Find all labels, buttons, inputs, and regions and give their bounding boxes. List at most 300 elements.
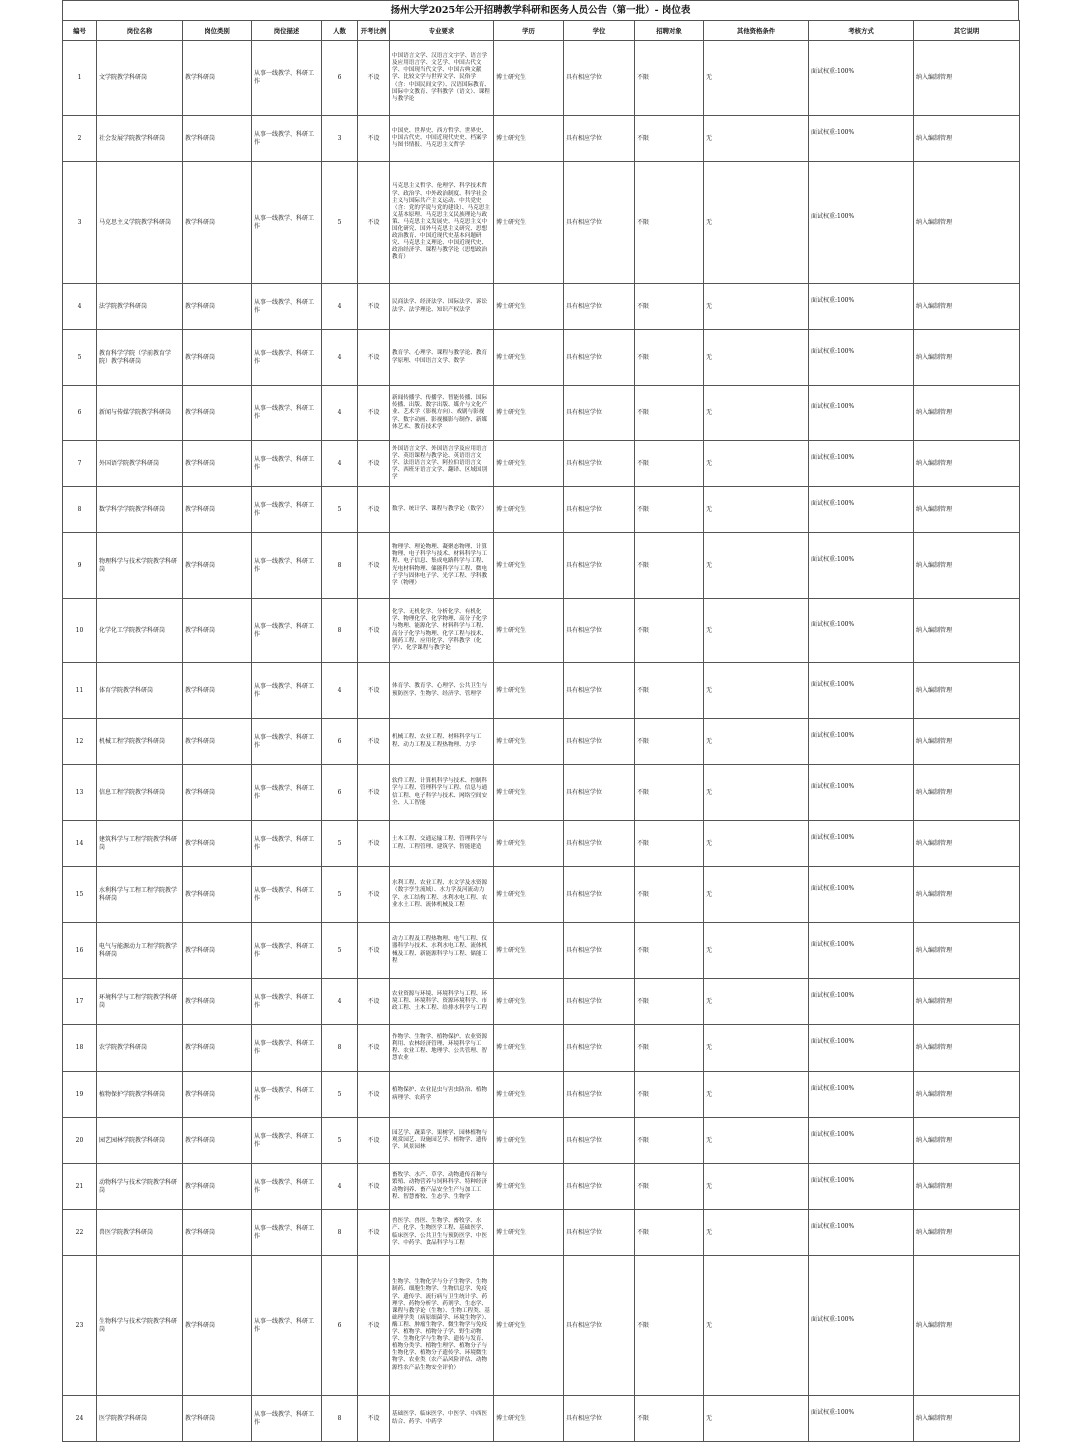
cell-category: 教学科研岗 xyxy=(183,1396,252,1442)
cell-degree: 具有相应学位 xyxy=(564,719,635,765)
cell-category: 教学科研岗 xyxy=(183,1210,252,1256)
cell-desc: 从事一线教学、科研工作 xyxy=(252,821,322,867)
cell-category: 教学科研岗 xyxy=(183,765,252,821)
cell-name: 兽医学院教学科研岗 xyxy=(97,1210,183,1256)
cell-edu: 博士研究生 xyxy=(494,284,564,330)
cell-count: 8 xyxy=(322,599,358,663)
cell-major: 机械工程、农业工程、材料科学与工程、动力工程及工程热物理、力学 xyxy=(390,719,494,765)
cell-category: 教学科研岗 xyxy=(183,386,252,441)
cell-ratio: 不设 xyxy=(358,663,390,719)
cell-ratio: 不设 xyxy=(358,41,390,116)
cell-exam xyxy=(809,1210,914,1256)
cell-ratio: 不设 xyxy=(358,441,390,487)
cell-major: 农业资源与环境、环境科学与工程、环境工程、环境科学、资源环境科学、市政工程、土木工程、给排水科学与工程 xyxy=(390,979,494,1025)
cell-count: 5 xyxy=(322,867,358,923)
cell-major: 土木工程、交通运输工程、管理科学与工程、工程管理、建筑学、智能建造 xyxy=(390,821,494,867)
cell-note: 纳入编制管理 xyxy=(914,1396,1020,1442)
cell-exam-text: 面试权重:100% xyxy=(811,884,855,892)
cell-ratio: 不设 xyxy=(358,330,390,386)
cell-exam xyxy=(809,1396,914,1442)
cell-major: 中国史、世界史、西方哲学、世界史、中国古代史、中国近现代史史、档案学与图书情报、马克思主义哲学 xyxy=(390,116,494,162)
cell-category: 教学科研岗 xyxy=(183,599,252,663)
cell-ratio: 不设 xyxy=(358,116,390,162)
cell-category: 教学科研岗 xyxy=(183,162,252,284)
table-row xyxy=(63,663,1020,719)
cell-edu: 博士研究生 xyxy=(494,1164,564,1210)
cell-note: 纳入编制管理 xyxy=(914,1072,1020,1118)
table-row xyxy=(63,1396,1020,1442)
table-row xyxy=(63,1072,1020,1118)
cell-major: 马克思主义哲学、伦理学、科学技术哲学、政治学、中外政治制度、科学社会主义与国际共产主义运动、中共党史（含：党的学说与党的建设）、马克思主义基本原理、马克思主义民族理论与政策、马克思主义发展史、马克思主义中国化研究、国外马克思主义研究、思想政治教育、中国近现代史基本问题研究、马克思主义理论、中国近现代史、政治经济学、课程与教学论（思想政治教育） xyxy=(390,162,494,284)
cell-major: 新闻传播学、传播学、智能传播、国际传播、出版、数字出版、媒介与文化产业、艺术学（影视方向）、戏剧与影视学、数字动画、影视摄影与制作、新媒体艺术、教育技术学 xyxy=(390,386,494,441)
cell-ratio: 不设 xyxy=(358,719,390,765)
header-exam: 考核方式 xyxy=(809,21,914,41)
cell-count: 6 xyxy=(322,41,358,116)
header-category: 岗位类别 xyxy=(183,21,252,41)
cell-note: 纳入编制管理 xyxy=(914,41,1020,116)
cell-target: 不限 xyxy=(635,487,704,533)
cell-category: 教学科研岗 xyxy=(183,116,252,162)
cell-other: 无 xyxy=(704,116,809,162)
cell-category: 教学科研岗 xyxy=(183,867,252,923)
cell-other: 无 xyxy=(704,979,809,1025)
cell-category: 教学科研岗 xyxy=(183,1164,252,1210)
cell-count: 5 xyxy=(322,162,358,284)
cell-desc: 从事一线教学、科研工作 xyxy=(252,1210,322,1256)
cell-count: 5 xyxy=(322,821,358,867)
cell-other: 无 xyxy=(704,386,809,441)
cell-exam-text: 面试权重:100% xyxy=(811,1315,855,1323)
cell-edu: 博士研究生 xyxy=(494,116,564,162)
cell-desc: 从事一线教学、科研工作 xyxy=(252,599,322,663)
cell-degree: 具有相应学位 xyxy=(564,1256,635,1396)
recruitment-table-sheet xyxy=(62,0,1019,1442)
cell-count: 8 xyxy=(322,1396,358,1442)
cell-other: 无 xyxy=(704,162,809,284)
cell-target: 不限 xyxy=(635,1210,704,1256)
cell-ratio: 不设 xyxy=(358,821,390,867)
header-note: 其它说明 xyxy=(914,21,1020,41)
table-row xyxy=(63,1118,1020,1164)
cell-exam xyxy=(809,1118,914,1164)
cell-target: 不限 xyxy=(635,41,704,116)
cell-degree: 具有相应学位 xyxy=(564,533,635,599)
cell-exam-text: 面试权重:100% xyxy=(811,347,855,355)
cell-desc: 从事一线教学、科研工作 xyxy=(252,1396,322,1442)
cell-edu: 博士研究生 xyxy=(494,330,564,386)
cell-no: 20 xyxy=(63,1118,97,1164)
positions-table xyxy=(62,20,1020,1442)
header-count: 人数 xyxy=(322,21,358,41)
cell-desc: 从事一线教学、科研工作 xyxy=(252,663,322,719)
table-body xyxy=(63,41,1020,1442)
cell-target: 不限 xyxy=(635,441,704,487)
cell-other: 无 xyxy=(704,867,809,923)
cell-exam-text: 面试权重:100% xyxy=(811,296,855,304)
cell-name: 环境科学与工程学院教学科研岗 xyxy=(97,979,183,1025)
cell-category: 教学科研岗 xyxy=(183,284,252,330)
table-row xyxy=(63,162,1020,284)
cell-exam xyxy=(809,116,914,162)
cell-degree: 具有相应学位 xyxy=(564,1118,635,1164)
cell-no: 5 xyxy=(63,330,97,386)
cell-desc: 从事一线教学、科研工作 xyxy=(252,386,322,441)
cell-target: 不限 xyxy=(635,1256,704,1396)
cell-no: 4 xyxy=(63,284,97,330)
cell-target: 不限 xyxy=(635,1072,704,1118)
cell-count: 4 xyxy=(322,330,358,386)
cell-major: 教育学、心理学、课程与教学论、教育学原理、中国语言文学、数学 xyxy=(390,330,494,386)
cell-note: 纳入编制管理 xyxy=(914,765,1020,821)
cell-degree: 具有相应学位 xyxy=(564,330,635,386)
cell-edu: 博士研究生 xyxy=(494,663,564,719)
cell-no: 14 xyxy=(63,821,97,867)
header-desc: 岗位描述 xyxy=(252,21,322,41)
cell-target: 不限 xyxy=(635,663,704,719)
cell-exam-text: 面试权重:100% xyxy=(811,555,855,563)
cell-note: 纳入编制管理 xyxy=(914,284,1020,330)
table-row xyxy=(63,533,1020,599)
cell-desc: 从事一线教学、科研工作 xyxy=(252,1164,322,1210)
cell-note: 纳入编制管理 xyxy=(914,719,1020,765)
cell-no: 21 xyxy=(63,1164,97,1210)
cell-no: 17 xyxy=(63,979,97,1025)
cell-target: 不限 xyxy=(635,1025,704,1072)
cell-target: 不限 xyxy=(635,979,704,1025)
header-other: 其他资格条件 xyxy=(704,21,809,41)
cell-count: 5 xyxy=(322,487,358,533)
cell-note: 纳入编制管理 xyxy=(914,441,1020,487)
cell-exam xyxy=(809,599,914,663)
cell-degree: 具有相应学位 xyxy=(564,821,635,867)
cell-major: 兽医学、兽医、生物学、畜牧学、水产、化学、生物医学工程、基础医学、临床医学、公共卫生与预防医学、中医学、中药学、食品科学与工程 xyxy=(390,1210,494,1256)
cell-desc: 从事一线教学、科研工作 xyxy=(252,719,322,765)
cell-edu: 博士研究生 xyxy=(494,1396,564,1442)
cell-desc: 从事一线教学、科研工作 xyxy=(252,1256,322,1396)
cell-exam xyxy=(809,533,914,599)
cell-exam-text: 面试权重:100% xyxy=(811,833,855,841)
cell-name: 物理科学与技术学院教学科研岗 xyxy=(97,533,183,599)
cell-other: 无 xyxy=(704,330,809,386)
cell-note: 纳入编制管理 xyxy=(914,162,1020,284)
table-row xyxy=(63,1256,1020,1396)
cell-target: 不限 xyxy=(635,386,704,441)
cell-exam xyxy=(809,330,914,386)
cell-desc: 从事一线教学、科研工作 xyxy=(252,867,322,923)
cell-desc: 从事一线教学、科研工作 xyxy=(252,1072,322,1118)
cell-degree: 具有相应学位 xyxy=(564,487,635,533)
cell-exam xyxy=(809,41,914,116)
cell-target: 不限 xyxy=(635,1118,704,1164)
cell-exam-text: 面试权重:100% xyxy=(811,1408,855,1416)
cell-no: 12 xyxy=(63,719,97,765)
cell-degree: 具有相应学位 xyxy=(564,765,635,821)
cell-other: 无 xyxy=(704,441,809,487)
cell-no: 15 xyxy=(63,867,97,923)
cell-degree: 具有相应学位 xyxy=(564,663,635,719)
cell-degree: 具有相应学位 xyxy=(564,386,635,441)
cell-no: 23 xyxy=(63,1256,97,1396)
cell-other: 无 xyxy=(704,41,809,116)
cell-note: 纳入编制管理 xyxy=(914,1210,1020,1256)
table-row xyxy=(63,923,1020,979)
cell-major: 数学、统计学、课程与教学论（数学） xyxy=(390,487,494,533)
header-edu: 学历 xyxy=(494,21,564,41)
cell-ratio: 不设 xyxy=(358,533,390,599)
cell-category: 教学科研岗 xyxy=(183,487,252,533)
cell-no: 16 xyxy=(63,923,97,979)
cell-ratio: 不设 xyxy=(358,765,390,821)
cell-degree: 具有相应学位 xyxy=(564,1072,635,1118)
cell-name: 文学院教学科研岗 xyxy=(97,41,183,116)
cell-other: 无 xyxy=(704,1164,809,1210)
cell-major: 水利工程、农业工程、水文学及水资源（数字孪生流域）、水力学及河流动力学、水工结构工程、水利水电工程、农业水土工程、流体机械及工程 xyxy=(390,867,494,923)
cell-count: 8 xyxy=(322,1210,358,1256)
cell-no: 8 xyxy=(63,487,97,533)
cell-degree: 具有相应学位 xyxy=(564,162,635,284)
cell-exam-text: 面试权重:100% xyxy=(811,128,855,136)
cell-category: 教学科研岗 xyxy=(183,1256,252,1396)
header-name: 岗位名称 xyxy=(97,21,183,41)
cell-exam-text: 面试权重:100% xyxy=(811,1130,855,1138)
cell-note: 纳入编制管理 xyxy=(914,1164,1020,1210)
cell-edu: 博士研究生 xyxy=(494,719,564,765)
cell-ratio: 不设 xyxy=(358,1072,390,1118)
cell-exam-text: 面试权重:100% xyxy=(811,1176,855,1184)
cell-other: 无 xyxy=(704,663,809,719)
cell-degree: 具有相应学位 xyxy=(564,284,635,330)
cell-exam-text: 面试权重:100% xyxy=(811,1038,855,1045)
cell-count: 3 xyxy=(322,116,358,162)
cell-count: 6 xyxy=(322,1256,358,1396)
cell-edu: 博士研究生 xyxy=(494,41,564,116)
cell-other: 无 xyxy=(704,1072,809,1118)
cell-target: 不限 xyxy=(635,284,704,330)
cell-no: 13 xyxy=(63,765,97,821)
cell-note: 纳入编制管理 xyxy=(914,979,1020,1025)
cell-note: 纳入编制管理 xyxy=(914,533,1020,599)
cell-exam xyxy=(809,765,914,821)
cell-ratio: 不设 xyxy=(358,1164,390,1210)
cell-category: 教学科研岗 xyxy=(183,1025,252,1072)
cell-count: 8 xyxy=(322,533,358,599)
cell-desc: 从事一线教学、科研工作 xyxy=(252,41,322,116)
cell-desc: 从事一线教学、科研工作 xyxy=(252,441,322,487)
cell-name: 医学院教学科研岗 xyxy=(97,1396,183,1442)
cell-category: 教学科研岗 xyxy=(183,1118,252,1164)
cell-exam xyxy=(809,663,914,719)
cell-major: 生物学、生物化学与分子生物学、生物制药、细胞生物学、生物信息学、免疫学、遗传学、流行病与卫生统计学、药理学、药物分析学、药剂学、生态学、课程与教学论（生物）、生物工程类、基础理学类（病原细菌学、环境生物学）、酶工程、肿瘤生物学、微生物学与免疫学、植物学、植物分子学、野生动物学、生物化学与生物学、遗传与发育、植物分类学、植物生理学、植物分子与生物化学、植物分子遗传学、环境微生物学、农业类（农产品风险评估、动物源性农产品生物安全评价） xyxy=(390,1256,494,1396)
cell-ratio: 不设 xyxy=(358,1396,390,1442)
table-row xyxy=(63,1210,1020,1256)
cell-exam xyxy=(809,441,914,487)
cell-exam-text: 面试权重:100% xyxy=(811,680,855,688)
table-row xyxy=(63,116,1020,162)
cell-count: 5 xyxy=(322,923,358,979)
cell-major: 民商法学、经济法学、国际法学、诉讼法学、法学理论、知识产权法学 xyxy=(390,284,494,330)
cell-exam-text: 面试权重:100% xyxy=(811,403,855,410)
cell-desc: 从事一线教学、科研工作 xyxy=(252,487,322,533)
cell-degree: 具有相应学位 xyxy=(564,1210,635,1256)
cell-major: 外国语言文学、外国语言学及应用语言学、英语课程与教学论、英语语言文学、法语语言文学、阿拉伯语语言文学、西班牙语言文学、翻译、区域国别学 xyxy=(390,441,494,487)
cell-edu: 博士研究生 xyxy=(494,386,564,441)
cell-no: 11 xyxy=(63,663,97,719)
cell-exam xyxy=(809,284,914,330)
cell-other: 无 xyxy=(704,1210,809,1256)
cell-degree: 具有相应学位 xyxy=(564,867,635,923)
cell-target: 不限 xyxy=(635,162,704,284)
cell-note: 纳入编制管理 xyxy=(914,867,1020,923)
cell-name: 动物科学与技术学院教学科研岗 xyxy=(97,1164,183,1210)
cell-count: 6 xyxy=(322,765,358,821)
table-row xyxy=(63,821,1020,867)
cell-count: 4 xyxy=(322,441,358,487)
cell-exam xyxy=(809,923,914,979)
cell-name: 信息工程学院教学科研岗 xyxy=(97,765,183,821)
cell-ratio: 不设 xyxy=(358,599,390,663)
cell-target: 不限 xyxy=(635,867,704,923)
cell-other: 无 xyxy=(704,1256,809,1396)
cell-category: 教学科研岗 xyxy=(183,330,252,386)
cell-major: 体育学、教育学、心理学、公共卫生与预防医学、生物学、经济学、管理学 xyxy=(390,663,494,719)
cell-category: 教学科研岗 xyxy=(183,1072,252,1118)
cell-other: 无 xyxy=(704,487,809,533)
cell-no: 10 xyxy=(63,599,97,663)
cell-count: 4 xyxy=(322,386,358,441)
cell-no: 1 xyxy=(63,41,97,116)
cell-ratio: 不设 xyxy=(358,1118,390,1164)
cell-degree: 具有相应学位 xyxy=(564,41,635,116)
cell-edu: 博士研究生 xyxy=(494,1072,564,1118)
header-no: 编号 xyxy=(63,21,97,41)
cell-category: 教学科研岗 xyxy=(183,41,252,116)
cell-note: 纳入编制管理 xyxy=(914,1118,1020,1164)
cell-note: 纳入编制管理 xyxy=(914,821,1020,867)
cell-edu: 博士研究生 xyxy=(494,821,564,867)
cell-name: 法学院教学科研岗 xyxy=(97,284,183,330)
cell-name: 化学化工学院教学科研岗 xyxy=(97,599,183,663)
cell-no: 3 xyxy=(63,162,97,284)
cell-name: 建筑科学与工程学院教学科研岗 xyxy=(97,821,183,867)
cell-desc: 从事一线教学、科研工作 xyxy=(252,533,322,599)
cell-ratio: 不设 xyxy=(358,867,390,923)
cell-exam-text: 面试权重:100% xyxy=(811,68,855,75)
cell-edu: 博士研究生 xyxy=(494,765,564,821)
cell-no: 18 xyxy=(63,1025,97,1072)
cell-edu: 博士研究生 xyxy=(494,599,564,663)
header-degree: 学位 xyxy=(564,21,635,41)
cell-major: 作物学、生物学、植物保护、农业资源利用、农林经济管理、环境科学与工程、农业工程、地理学、公共管理、智慧农业 xyxy=(390,1025,494,1072)
cell-no: 7 xyxy=(63,441,97,487)
cell-no: 2 xyxy=(63,116,97,162)
cell-count: 4 xyxy=(322,663,358,719)
header-ratio: 开考比例 xyxy=(358,21,390,41)
cell-exam xyxy=(809,1025,914,1072)
cell-edu: 博士研究生 xyxy=(494,979,564,1025)
cell-category: 教学科研岗 xyxy=(183,533,252,599)
cell-ratio: 不设 xyxy=(358,284,390,330)
cell-category: 教学科研岗 xyxy=(183,441,252,487)
cell-edu: 博士研究生 xyxy=(494,487,564,533)
cell-major: 园艺学、蔬菜学、果树学、园林植物与观赏园艺、设施园艺学、植物学、遗传学、风景园林 xyxy=(390,1118,494,1164)
cell-note: 纳入编制管理 xyxy=(914,599,1020,663)
cell-edu: 博士研究生 xyxy=(494,1256,564,1396)
cell-major: 动力工程及工程热物理、电气工程、仪器科学与技术、水利水电工程、流体机械及工程、新能源科学与工程、储能工程 xyxy=(390,923,494,979)
cell-target: 不限 xyxy=(635,116,704,162)
cell-target: 不限 xyxy=(635,533,704,599)
cell-exam-text: 面试权重:100% xyxy=(811,731,855,739)
cell-desc: 从事一线教学、科研工作 xyxy=(252,1118,322,1164)
cell-desc: 从事一线教学、科研工作 xyxy=(252,979,322,1025)
cell-name: 植物保护学院教学科研岗 xyxy=(97,1072,183,1118)
cell-other: 无 xyxy=(704,284,809,330)
cell-major: 软件工程、计算机科学与技术、控制科学与工程、管理科学与工程、信息与通信工程、电子科学与技术、网络空间安全、人工智能 xyxy=(390,765,494,821)
cell-target: 不限 xyxy=(635,821,704,867)
cell-no: 9 xyxy=(63,533,97,599)
cell-category: 教学科研岗 xyxy=(183,719,252,765)
cell-ratio: 不设 xyxy=(358,487,390,533)
cell-degree: 具有相应学位 xyxy=(564,116,635,162)
cell-count: 5 xyxy=(322,1072,358,1118)
cell-exam xyxy=(809,867,914,923)
cell-edu: 博士研究生 xyxy=(494,1210,564,1256)
cell-target: 不限 xyxy=(635,1164,704,1210)
cell-degree: 具有相应学位 xyxy=(564,979,635,1025)
cell-no: 6 xyxy=(63,386,97,441)
cell-desc: 从事一线教学、科研工作 xyxy=(252,765,322,821)
cell-other: 无 xyxy=(704,821,809,867)
table-row xyxy=(63,441,1020,487)
cell-note: 纳入编制管理 xyxy=(914,923,1020,979)
table-row xyxy=(63,330,1020,386)
table-title: 扬州大学2025年公开招聘教学科研和医务人员公告（第一批）- 岗位表 xyxy=(62,0,1019,20)
cell-major: 畜牧学、水产、草学、动物遗传育种与繁殖、动物营养与饲料科学、特种经济动物饲养、畜产品安全生产与加工工程、智慧畜牧、生态学、生物学 xyxy=(390,1164,494,1210)
cell-ratio: 不设 xyxy=(358,162,390,284)
cell-other: 无 xyxy=(704,923,809,979)
cell-note: 纳入编制管理 xyxy=(914,1025,1020,1072)
table-row xyxy=(63,599,1020,663)
cell-category: 教学科研岗 xyxy=(183,821,252,867)
cell-degree: 具有相应学位 xyxy=(564,441,635,487)
cell-count: 4 xyxy=(322,1164,358,1210)
table-row xyxy=(63,41,1020,116)
cell-other: 无 xyxy=(704,719,809,765)
cell-note: 纳入编制管理 xyxy=(914,1256,1020,1396)
cell-edu: 博士研究生 xyxy=(494,867,564,923)
cell-degree: 具有相应学位 xyxy=(564,923,635,979)
cell-exam-text: 面试权重:100% xyxy=(811,212,855,220)
cell-count: 6 xyxy=(322,719,358,765)
cell-edu: 博士研究生 xyxy=(494,441,564,487)
cell-desc: 从事一线教学、科研工作 xyxy=(252,923,322,979)
cell-note: 纳入编制管理 xyxy=(914,116,1020,162)
cell-exam-text: 面试权重:100% xyxy=(811,453,855,461)
header-major: 专业要求 xyxy=(390,21,494,41)
cell-edu: 博士研究生 xyxy=(494,1118,564,1164)
cell-exam-text: 面试权重:100% xyxy=(811,940,855,948)
cell-target: 不限 xyxy=(635,719,704,765)
cell-exam-text: 面试权重:100% xyxy=(811,1084,855,1092)
cell-other: 无 xyxy=(704,1118,809,1164)
cell-exam-text: 面试权重:100% xyxy=(811,782,855,790)
cell-no: 19 xyxy=(63,1072,97,1118)
cell-name: 园艺园林学院教学科研岗 xyxy=(97,1118,183,1164)
table-row xyxy=(63,1025,1020,1072)
table-row xyxy=(63,1164,1020,1210)
cell-exam-text: 面试权重:100% xyxy=(811,991,855,999)
cell-name: 新闻与传媒学院教学科研岗 xyxy=(97,386,183,441)
table-row xyxy=(63,386,1020,441)
